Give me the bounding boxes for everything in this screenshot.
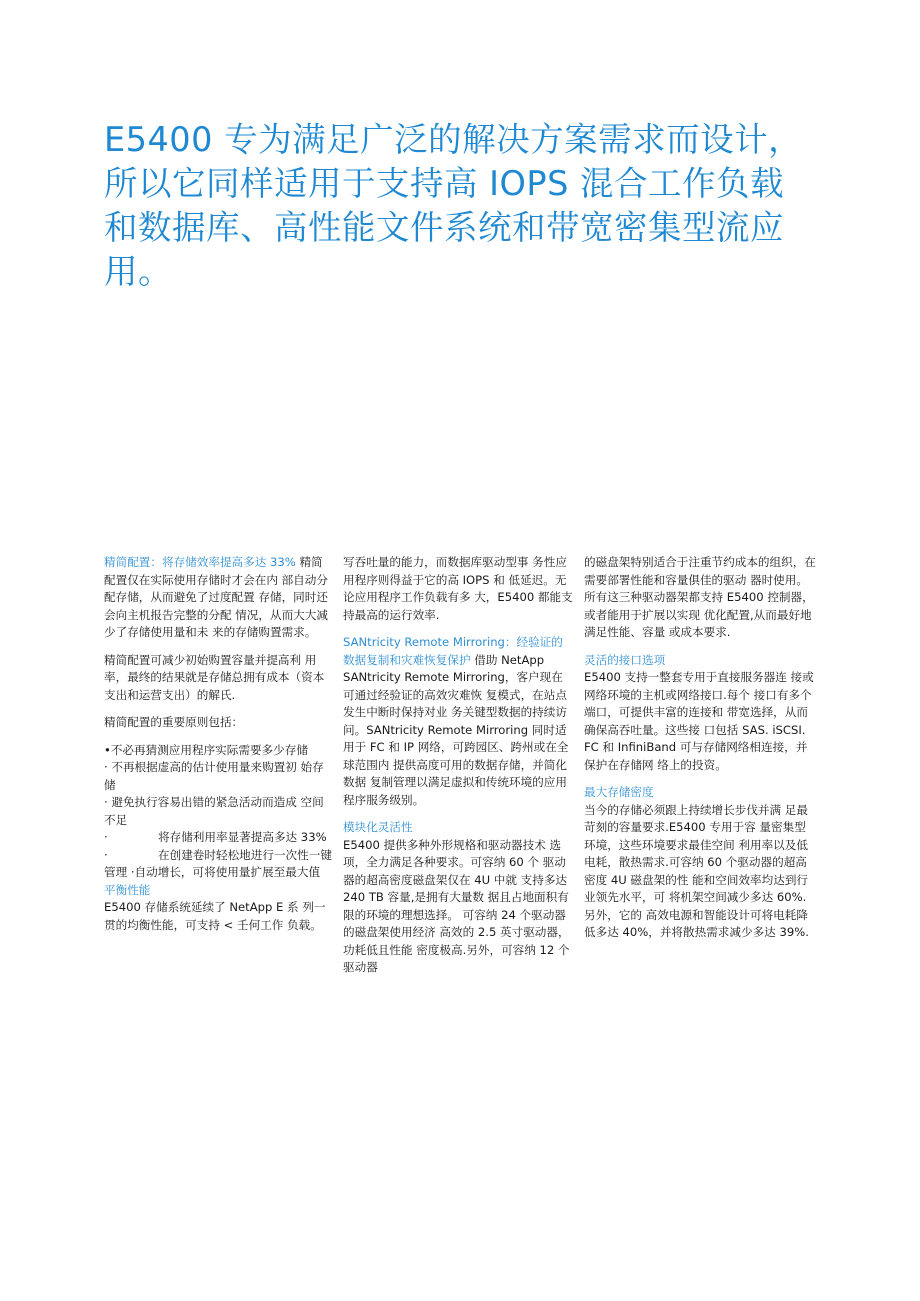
column-1 (104, 554, 334, 944)
interface-options-body: E5400 支持一整套专用于直接服务器连 接或网络环境的主机或网络接口.每个 接口有多个端口，可提供丰富的连接和 带宽选择，从而确保高吞吐量。这些接 口包括 SAS. iSCSI. FC 和 InfiniBand 可与存储网络相连接，并保护在存储网 络上的投资。 (584, 670, 814, 772)
drive-shelf-continued: 的磁盘架特别适合于注重节约成本的组织，在需要部署性能和容量俱佳的驱动 器时使用。所有这三种驱动器架都支持 E5400 控制器，或者能用于扩展以实现 优化配置,从而最好地满足性能、容量 或成本要求. (584, 555, 816, 639)
principle-item-2: · 不再根据虚高的估计使用量来购置初 始存储 (104, 760, 324, 792)
balanced-performance-body: E5400 存储系统延续了 NetApp E 系 列一贯的均衡性能，可支持 < 壬何工作 负载。 (104, 900, 326, 932)
thin-provisioning-paragraph (104, 554, 334, 642)
column-3 (584, 554, 817, 952)
modular-flexibility-heading: 模块化灵活性 (343, 820, 413, 834)
thin-provisioning-body: 精简配置仅在实际使用存储时才会在内 部自动分配存储，从而避免了过度配置 存储，同时还会向主机报告完整的分配 情况，从而大大减少了存储使用量和未 来的存储购置需求。 (104, 555, 328, 639)
bullet-dot: · (104, 847, 108, 862)
thin-provisioning-heading: 精简配置：将存储效率提高多达 33% (104, 555, 296, 569)
interface-options-heading: 灵活的接口选项 (584, 652, 666, 667)
storage-density-body: 当今的存储必须跟上持续增长步伐并满 足最苛刻的容量要求.E5400 专用于容 量密集型环境，这些环境要求最佳空间 利用率以及低电耗，散热需求.可容纳 60 个驱动器的超高密度 4U 磁盘架的性 能和空间效率均达到行业领先水平，可 将机架空间减少多达 60%.另外，它的 高效电源和智能设计可将电耗降低多达 40%，并将散热需求减少多达 39%. (584, 802, 809, 939)
principle-item-3: · 避免执行容易出错的紧急活动而造成 空间不足 (104, 795, 324, 827)
storage-density-heading: 最大存储密度 (584, 785, 654, 799)
modular-flexibility-body: E5400 提供多种外形规格和驱动器技术 选项，全力满足各种要求。可容纳 60 个 驱动器的超高密度磁盘架仅在 4U 中就 支持多达 240 TB 容量,是拥有大量数 据且占地面积有限的环境的理想选择。 可容纳 24 个驱动器的磁盘架使用经济 高效的 2.5 英寸驱动器，功耗低且性能 密度极高.另外，可容纳 12 个驱动器 (343, 837, 570, 974)
principles-intro: 精简配置的重要原则包括： (104, 715, 244, 729)
principle-item-4-text: 将存储利用率显著提高多达 33% (158, 830, 327, 844)
principle-item-4 (104, 829, 334, 847)
principle-item-5 (104, 847, 334, 882)
performance-continued: 写吞吐量的能力，而数据库驱动型事 务性应用程序则得益于它的高 IOPS 和 低延迟。无论应用程序工作负载有多 大，E5400 都能支持最高的运行效率. (343, 555, 573, 622)
remote-mirroring-paragraph (343, 634, 573, 809)
headline: E5400 专为满足广泛的解决方案需求而设计，所以它同样适用于支持高 IOPS 混合工作负载和数据库、高性能文件系统和带宽密集型流应用。 (104, 120, 803, 291)
column-2 (343, 554, 573, 987)
balanced-performance-heading: 平衡性能 (104, 882, 151, 897)
principle-item-5-text: 在创建卷时轻松地进行一次性一键管理 ·自动增长，可将使用量扩展至最大值 (104, 847, 332, 879)
principle-item-1: •不必再猜测应用程序实际需要多少存储 (104, 742, 308, 757)
remote-mirroring-heading: SANtricity Remote Mirroring：经验证的数据复制和灾难恢复保护 (343, 635, 563, 667)
thin-provisioning-benefit: 精简配置可减少初始购置容量并提高利 用率，最终的结果就是存储总拥有成本（资本支出和运营支出）的解氏. (104, 652, 325, 702)
bullet-dot: · (104, 830, 108, 844)
remote-mirroring-body: 借助 NetApp SANtricity Remote Mirroring，客户现在可通过经验证的高效灾难恢 复模式，在站点发生中断时保持对业 务关键型数据的持续访问。SANtricity Remote Mirroring 同时适用于 FC 和 IP 网络，可跨园区、跨州或在全球范围内 提供高度可用的数据存储，并简化数据 复制管理以满足虚拟和传统环境的应用 程序服务级别。 (343, 652, 569, 807)
